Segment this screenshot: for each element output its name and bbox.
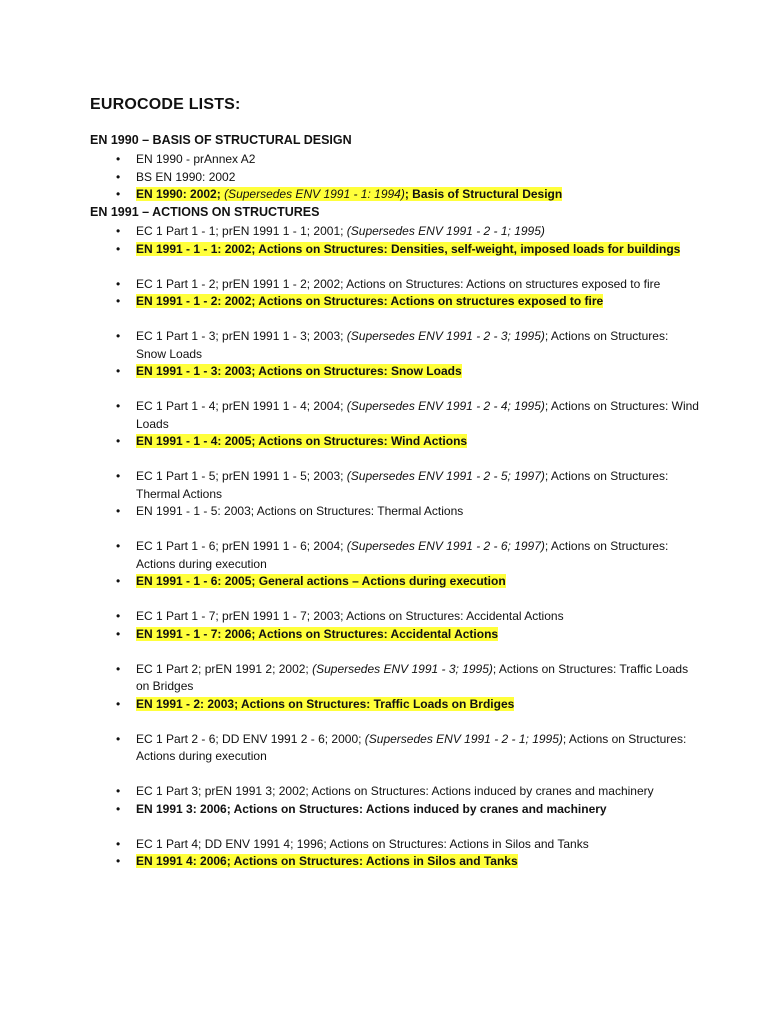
section-list-en1990 (90, 151, 700, 204)
list-item: • EN 1991 - 1 - 6: 2005; General actions – Actions during execution (90, 573, 700, 591)
list-item: • EN 1991 - 1 - 1: 2002; Actions on Structures: Densities, self-weight, imposed loads for buildings (90, 241, 700, 259)
list-item: • EC 1 Part 1 - 2; prEN 1991 1 - 2; 2002; Actions on Structures: Actions on structures exposed to fire (90, 276, 700, 294)
list-item: • EN 1991 - 2: 2003; Actions on Structures: Traffic Loads on Brdiges (90, 696, 700, 714)
list-item: • EN 1991 4: 2006; Actions on Structures: Actions in Silos and Tanks (90, 853, 700, 871)
list-item: • EN 1991 - 1 - 5: 2003; Actions on Structures: Thermal Actions (90, 503, 700, 521)
list-item: • EC 1 Part 3; prEN 1991 3; 2002; Actions on Structures: Actions induced by cranes and machinery (90, 783, 700, 801)
document-title: EUROCODE LISTS: (90, 96, 241, 113)
list-item: • EN 1991 - 1 - 4: 2005; Actions on Structures: Wind Actions (90, 433, 700, 451)
list-item: • EN 1990: 2002; (Supersedes ENV 1991 - 1: 1994); Basis of Structural Design (90, 186, 700, 204)
list-item: • EN 1991 - 1 - 7: 2006; Actions on Structures: Accidental Actions (90, 626, 700, 644)
section-heading-en1990: EN 1990 – BASIS OF STRUCTURAL DESIGN (90, 133, 352, 147)
list-item: • EN 1991 - 1 - 2: 2002; Actions on Structures: Actions on structures exposed to fire (90, 293, 700, 311)
list-item: • EC 1 Part 2 - 6; DD ENV 1991 2 - 6; 2000; (Supersedes ENV 1991 - 2 - 1; 1995); Actions on Structures: Actions during execution (90, 731, 700, 766)
list-item: • EN 1991 3: 2006; Actions on Structures: Actions induced by cranes and machinery (90, 801, 700, 819)
section-heading-en1991: EN 1991 – ACTIONS ON STRUCTURES (90, 205, 320, 219)
list-item: • EC 1 Part 4; DD ENV 1991 4; 1996; Actions on Structures: Actions in Silos and Tanks (90, 836, 700, 854)
list-item: • BS EN 1990: 2002 (90, 169, 700, 187)
list-item: • EC 1 Part 2; prEN 1991 2; 2002; (Supersedes ENV 1991 - 3; 1995); Actions on Structures: Traffic Loads on Bridges (90, 661, 700, 696)
list-item: • EC 1 Part 1 - 1; prEN 1991 1 - 1; 2001; (Supersedes ENV 1991 - 2 - 1; 1995) (90, 223, 700, 241)
list-item: • EC 1 Part 1 - 4; prEN 1991 1 - 4; 2004; (Supersedes ENV 1991 - 2 - 4; 1995); Actions on Structures: Wind Loads (90, 398, 700, 433)
list-item: • EC 1 Part 1 - 3; prEN 1991 1 - 3; 2003; (Supersedes ENV 1991 - 2 - 3; 1995); Actions on Structures: Snow Loads (90, 328, 700, 363)
list-item: • EN 1991 - 1 - 3: 2003; Actions on Structures: Snow Loads (90, 363, 700, 381)
list-item: • EC 1 Part 1 - 5; prEN 1991 1 - 5; 2003; (Supersedes ENV 1991 - 2 - 5; 1997); Actions on Structures: Thermal Actions (90, 468, 700, 503)
list-item: • EC 1 Part 1 - 7; prEN 1991 1 - 7; 2003; Actions on Structures: Accidental Actions (90, 608, 700, 626)
list-item: • EC 1 Part 1 - 6; prEN 1991 1 - 6; 2004; (Supersedes ENV 1991 - 2 - 6; 1997); Actions on Structures: Actions during execution (90, 538, 700, 573)
section-list-en1991 (90, 223, 700, 871)
list-item: • EN 1990 - prAnnex A2 (90, 151, 700, 169)
